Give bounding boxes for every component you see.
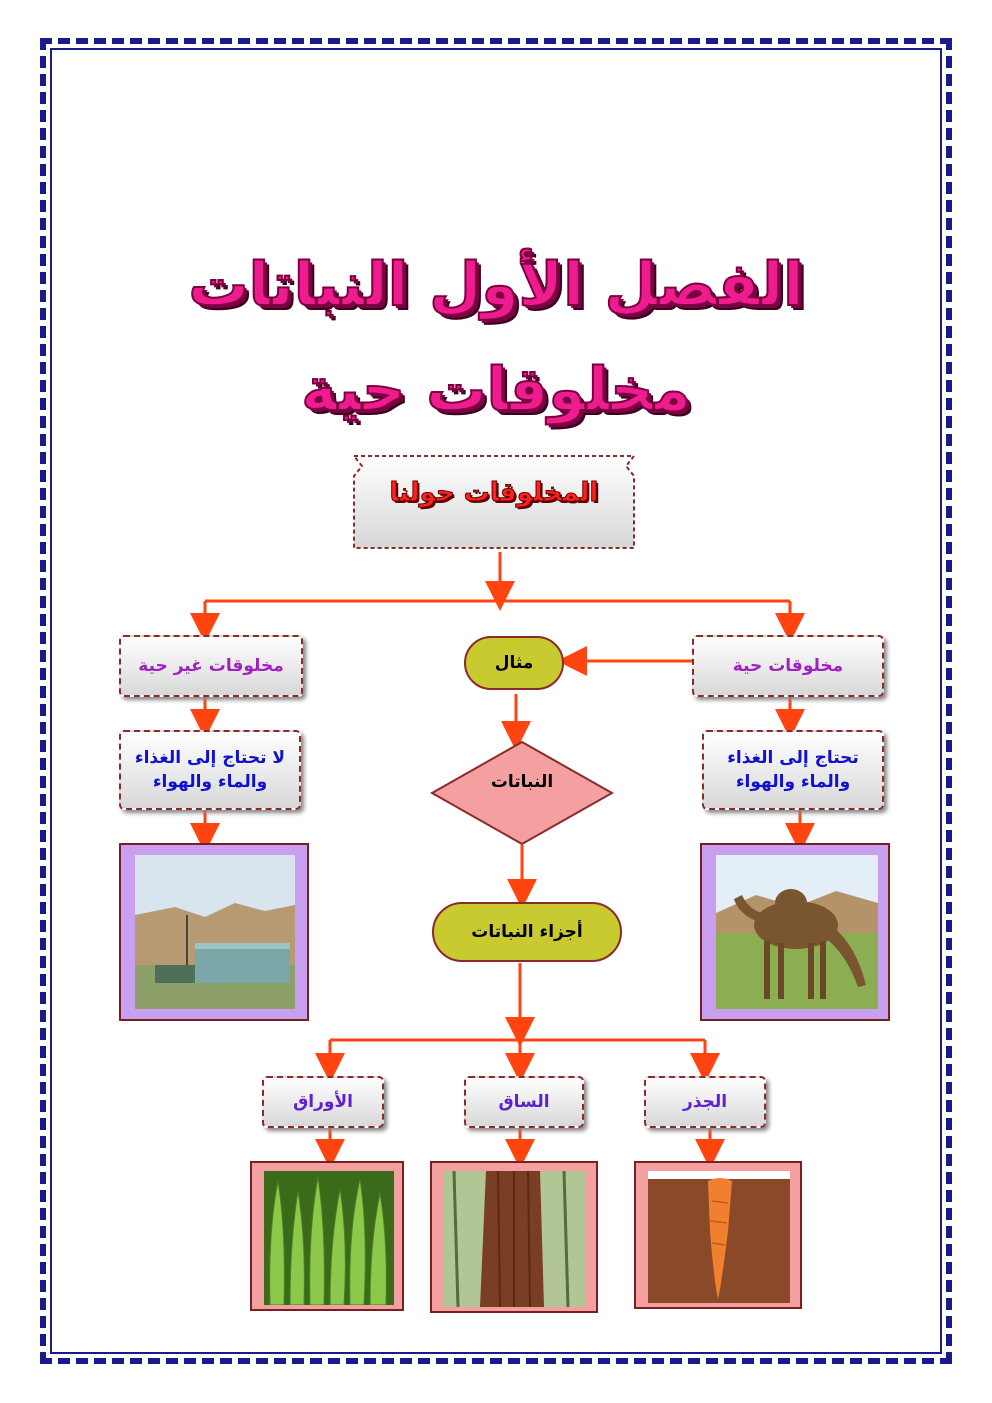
part-box-root [644, 1076, 766, 1128]
stem-photo-frame [430, 1161, 598, 1313]
nonliving-needs-line2: والماء والهواء [152, 772, 268, 792]
nonliving-label: مخلوقات غير حية [138, 656, 284, 676]
plant-parts-label: أجزاء النباتات [471, 922, 583, 942]
part-box-stem [464, 1076, 584, 1128]
part-label-stem: الساق [498, 1092, 550, 1112]
nonliving-box [119, 635, 303, 697]
nonliving-needs-box [119, 730, 301, 810]
chapter-subtitle: مخلوقات حية [301, 355, 691, 425]
root-label: المخلوقات حولنا [389, 478, 599, 508]
chapter-title: الفصل الأول النباتات [188, 250, 804, 320]
plants-diamond [430, 740, 614, 846]
carrot-root-photo [648, 1171, 790, 1303]
example-oval [464, 636, 564, 690]
living-needs-box [702, 730, 884, 810]
living-needs-line2: والماء والهواء [735, 772, 851, 792]
part-box-leaves [262, 1076, 384, 1128]
example-label: مثال [494, 653, 534, 673]
leaves-photo [264, 1171, 394, 1305]
camel-photo [716, 855, 878, 1009]
root-photo-frame [634, 1161, 802, 1309]
leaves-photo-frame [250, 1161, 404, 1311]
plants-label: النباتات [490, 772, 554, 792]
living-photo-frame [700, 843, 890, 1021]
living-label: مخلوقات حية [732, 656, 844, 676]
plant-parts-oval [432, 902, 622, 962]
nonliving-photo-frame [119, 843, 309, 1021]
living-needs-line1: تحتاج إلى الغذاء [727, 748, 859, 768]
part-label-leaves: الأوراق [293, 1092, 353, 1112]
building-photo [135, 855, 295, 1009]
nonliving-needs-line1: لا تحتاج إلى الغذاء [134, 748, 286, 768]
part-label-root: الجذر [682, 1092, 728, 1112]
living-box [692, 635, 884, 697]
tree-trunk-photo [444, 1171, 586, 1307]
